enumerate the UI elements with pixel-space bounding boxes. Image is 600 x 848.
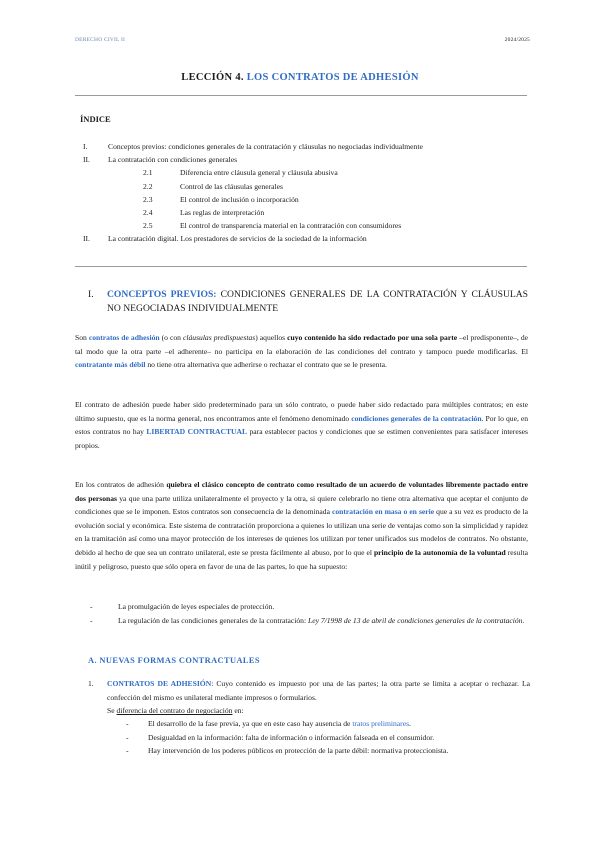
toc-item[interactable]: I. Conceptos previos: condiciones generales de la contratación y cláusulas no negociadas individualmente <box>83 142 423 151</box>
list-item: - La regulación de las condiciones generales de la contratación: Ley 7/1998 de 13 de abril de condiciones generales de la contratación. <box>90 615 525 625</box>
header-course: DERECHO CIVIL II <box>75 37 126 43</box>
paragraph-conditions: El contrato de adhesión puede haber sido predeterminado para un sólo contrato, o puede haber sido redactado para múltiples contratos; en este último supuesto, que es la norma general, nos encontramos ante el fenómeno denominado condiciones generales de la contratación. Por lo que, en estos contratos no hay LIBERTAD CONTRACTUAL para establecer pactos y condiciones que se estimen convenientes para satisfacer intereses propios. <box>75 400 529 450</box>
term-highlight: CONTRATOS DE ADHESIÓN <box>107 679 212 688</box>
toc-subitem[interactable]: 2.3 El control de inclusión o incorporación <box>143 194 299 204</box>
term-highlight: contratación en masa o en serie <box>332 507 435 517</box>
section-heading <box>88 288 528 315</box>
table-of-contents <box>83 140 533 246</box>
section-heading-highlight: CONCEPTOS PREVIOS: <box>107 289 217 300</box>
toc-item[interactable]: II. La contratación con condiciones generales <box>83 155 238 165</box>
term-highlight: contratos de adhesión <box>88 333 160 342</box>
paragraph-adhesion: En los contratos de adhesión quiebra el clásico concepto de contrato como resultado de un acuerdo de voluntades libremente pactado entre dos personas ya que una parte utiliza unilateralmente el proyecto y la otra, si quiere celebrarlo no tiene otra alternativa que aceptar el conjunto de condiciones que se le imponen. Estos contratos son consecuencia de la denominada contratación en masa o en serie que a su vez es producto de la evolución social y económica. Este sistema de contratación proporciona a quienes lo utilizan una serie de ventajas como son la simplicidad y rapidez en la tramitación así como una mayor protección de los intereses de quienes los utilizan por tener unificados sus modelos de contratos. No obstante, debido al hecho de que sea un contrato unilateral, este se presta fácilmente al abuso, por lo que el principio de la autonomía de la voluntad resulta inútil y peligroso, puesto que sólo opera en favor de una de las partes, lo que ha supuesto: <box>75 480 528 571</box>
section-number: I. <box>88 289 94 300</box>
term-highlight: LIBERTAD CONTRACTUAL <box>146 427 248 437</box>
subsection-heading: A. NUEVAS FORMAS CONTRACTUALES <box>88 656 260 665</box>
toc-subitem[interactable]: 2.4 Las reglas de interpretación <box>143 207 265 217</box>
differences-list <box>126 717 530 758</box>
list-item: - Hay intervención de los poderes públicos en protección de la parte débil: normativa proteccionista. <box>126 746 449 756</box>
lesson-title <box>0 72 600 83</box>
term-highlight: condiciones generales de la contratación <box>351 413 482 423</box>
list-item: - El desarrollo de la fase previa, ya que en este caso hay ausencia de tratos preliminares. <box>126 719 411 728</box>
numbered-item: 1. CONTRATOS DE ADHESIÓN: Cuyo contenido es impuesto por una de las partes; la otra parte se limita a aceptar o rechazar. La confección del mismo es unilateral mediante impresos o formularios. Se diferencia del contrato de negociación en: <box>88 679 530 716</box>
item-number: 1. <box>88 679 94 688</box>
index-heading: ÍNDICE <box>80 114 111 124</box>
lesson-name: LOS CONTRATOS DE ADHESIÓN <box>246 72 419 83</box>
consequences-list <box>90 600 530 627</box>
toc-item[interactable]: II. La contratación digital. Los prestadores de servicios de la sociedad de la información <box>83 234 367 244</box>
divider-top <box>75 95 527 96</box>
term-highlight: tratos preliminares <box>352 719 410 728</box>
list-item: - Desigualdad en la información: falta de información o información falseada en el consumidor. <box>126 732 435 742</box>
section-heading-text: CONDICIONES GENERALES DE LA CONTRATACIÓN Y CLÁUSULAS NO NEGOCIADAS INDIVIDUALMENTE <box>107 289 528 314</box>
toc-subitem[interactable]: 2.5 El control de transparencia material en la contratación con consumidores <box>143 221 402 231</box>
toc-subitem[interactable]: 2.2 Control de las cláusulas generales <box>143 181 283 191</box>
header-year: 2024/2025 <box>504 37 530 43</box>
term-highlight: contratante más débil <box>75 360 146 370</box>
divider-index <box>75 266 527 267</box>
list-item: - La promulgación de leyes especiales de protección. <box>90 602 275 611</box>
toc-subitem[interactable]: 2.1 Diferencia entre cláusula general y cláusula abusiva <box>143 168 338 178</box>
paragraph-intro: Son contratos de adhesión (o con cláusulas predispuestas) aquellos cuyo contenido ha sido redactado por una sola parte –el predisponente–, de tal modo que la otra parte –el adherente– no participa en la elaboración de las condiciones del contrato y tampoco puede modificarlas. El contratante más débil no tiene otra alternativa que adherirse o rechazar el contrato que se le presenta. <box>75 333 528 370</box>
lesson-number: LECCIÓN 4. <box>181 72 244 83</box>
